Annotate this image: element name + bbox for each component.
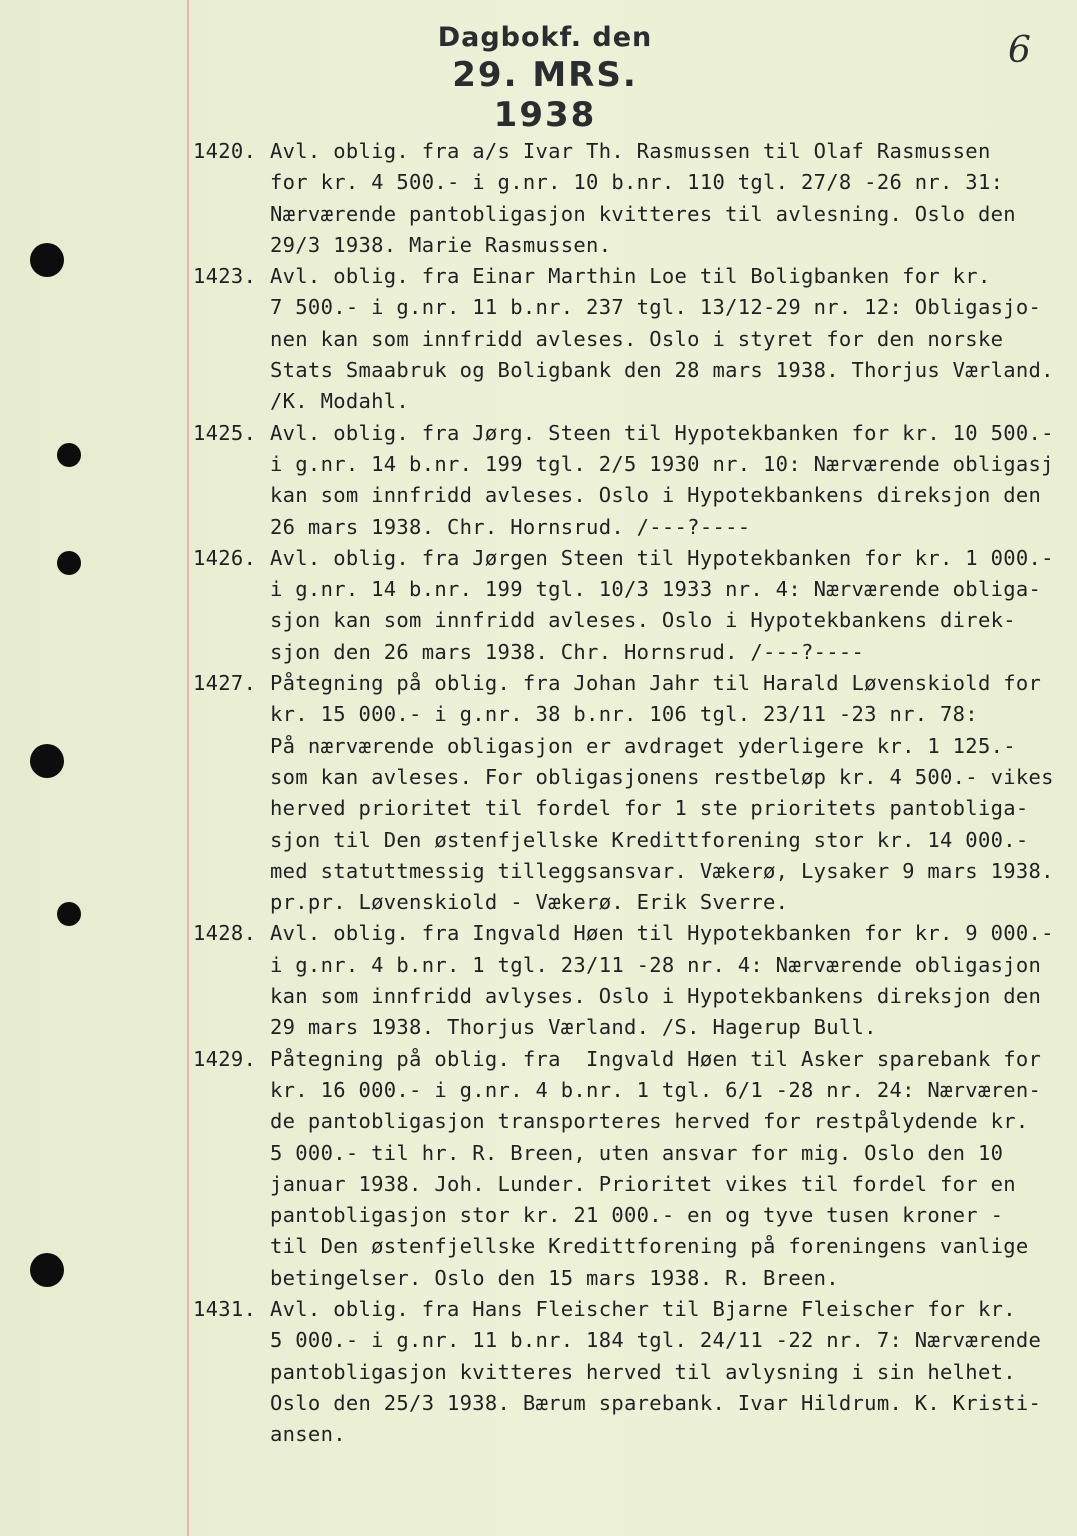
entry-text: sjon til Den østenfjellske Kredittforening stor kr. 14 000.- [270,827,1029,852]
entry-line [0,1012,1077,1043]
entry-text: 5 000.- i g.nr. 11 b.nr. 184 tgl. 24/11 -22 nr. 7: Nærværende [270,1328,1042,1353]
entry-text: Stats Smaabruk og Boligbank den 28 mars 1938. Thorjus Værland. [270,358,1054,383]
entry-line [0,1263,1077,1294]
entry-text: Avl. oblig. fra Einar Marthin Loe til Boligbanken for kr. [270,264,991,289]
entry-text: kr. 15 000.- i g.nr. 38 b.nr. 106 tgl. 23/11 -23 nr. 78: [270,702,978,727]
entry-number: 1420. [193,139,257,163]
entry-line [0,136,1077,167]
entry-text: betingelser. Oslo den 15 mars 1938. R. Breen. [270,1265,839,1290]
ledger-entry [0,418,1077,543]
entry-text: Oslo den 25/3 1938. Bærum sparebank. Ivar Hildrum. K. Kristi- [270,1390,1042,1415]
entry-text: pantobligasjon stor kr. 21 000.- en og tyve tusen kroner - [270,1203,1004,1228]
ledger-entry [0,136,1077,261]
entry-line [0,355,1077,386]
entry-line [0,762,1077,793]
entry-line [0,668,1077,699]
entry-line [0,1169,1077,1200]
header-date: 29. MRS. 1938 [452,55,638,135]
entry-number: 1431. [193,1296,257,1321]
entry-text: Nærværende pantobligasjon kvitteres til avlesning. Oslo den [270,201,1016,226]
entry-line [0,605,1077,636]
entry-text: 7 500.- i g.nr. 11 b.nr. 237 tgl. 13/12-29 nr. 12: Obligasjo- [270,295,1042,320]
entry-text: kr. 16 000.- i g.nr. 4 b.nr. 1 tgl. 6/1 -28 nr. 24: Nærværen- [270,1077,1042,1102]
entry-text: Avl. oblig. fra Jørg. Steen til Hypotekbanken for kr. 10 500.- [270,420,1054,445]
entry-line [0,230,1077,261]
entry-text: for kr. 4 500.- i g.nr. 10 b.nr. 110 tgl. 27/8 -26 nr. 31: [270,170,1004,195]
entry-text: Avl. oblig. fra Hans Fleischer til Bjarne Fleischer for kr. [270,1296,1016,1321]
entry-line [0,1075,1077,1106]
entry-text: Avl. oblig. fra Jørgen Steen til Hypotekbanken for kr. 1 000.- [270,545,1054,570]
entry-text: sjon kan som innfridd avleses. Oslo i Hypotekbankens direk- [270,608,1016,633]
entry-text: Avl. oblig. fra a/s Ivar Th. Rasmussen til Olaf Rasmussen [270,139,991,163]
entry-text: 29/3 1938. Marie Rasmussen. [270,232,612,257]
entry-line [0,1357,1077,1388]
entry-number: 1428. [193,921,257,946]
entry-text: 26 mars 1938. Chr. Hornsrud. /---?---- [270,514,751,539]
entry-text: ansen. [270,1422,346,1447]
ledger-entry [0,1044,1077,1294]
entry-text: kan som innfridd avlyses. Oslo i Hypotekbankens direksjon den [270,984,1042,1009]
entry-text: i g.nr. 14 b.nr. 199 tgl. 2/5 1930 nr. 10: Nærværende obligasj [270,451,1054,476]
ledger-entry [0,543,1077,668]
page-number: 6 [1008,30,1031,71]
entry-line [0,292,1077,323]
entry-line [0,324,1077,355]
entry-number: 1426. [193,545,257,570]
entry-line [0,199,1077,230]
ledger-entry [0,668,1077,918]
entry-line [0,386,1077,417]
entry-line [0,1138,1077,1169]
entry-line [0,1419,1077,1450]
entry-line [0,167,1077,198]
entry-line [0,480,1077,511]
entry-text: Avl. oblig. fra Ingvald Høen til Hypotekbanken for kr. 9 000.- [270,921,1054,946]
entry-line [0,637,1077,668]
entry-line [0,731,1077,762]
entry-text: nen kan som innfridd avleses. Oslo i styret for den norske [270,326,1004,351]
entry-text: Påtegning på oblig. fra Ingvald Høen til Asker sparebank for [270,1046,1042,1071]
entry-line [0,512,1077,543]
entry-text: med statuttmessig tilleggsansvar. Vækerø, Lysaker 9 mars 1938. [270,858,1054,883]
entry-line [0,543,1077,574]
entry-line [0,887,1077,918]
entry-line [0,449,1077,480]
entry-line [0,261,1077,292]
entry-line [0,699,1077,730]
entry-text: /K. Modahl. [270,389,410,414]
entry-text: i g.nr. 14 b.nr. 199 tgl. 10/3 1933 nr. 4: Nærværende obliga- [270,577,1042,602]
entry-number: 1425. [193,420,257,445]
entry-text: sjon den 26 mars 1938. Chr. Hornsrud. /---?---- [270,639,865,664]
entry-text: til Den østenfjellske Kredittforening på foreningens vanlige [270,1234,1029,1259]
entry-line [0,856,1077,887]
entry-line [0,981,1077,1012]
entry-text: januar 1938. Joh. Lunder. Prioritet vikes til fordel for en [270,1171,1016,1196]
entry-text: pantobligasjon kvitteres herved til avlysning i sin helhet. [270,1359,1016,1384]
entry-text: i g.nr. 4 b.nr. 1 tgl. 23/11 -28 nr. 4: Nærværende obligasjon [270,952,1042,977]
entry-text: herved prioritet til fordel for 1 ste prioritets pantobliga- [270,796,1029,821]
ledger-entry [0,1294,1077,1450]
entry-line [0,950,1077,981]
entries-list [0,136,1077,1450]
entry-line [0,1106,1077,1137]
entry-text: På nærværende obligasjon er avdraget yderligere kr. 1 125.- [270,733,1016,758]
entry-text: som kan avleses. For obligasjonens restbeløp kr. 4 500.- vikes [270,764,1054,789]
entry-line [0,918,1077,949]
entry-line [0,1200,1077,1231]
entry-line [0,1294,1077,1325]
entry-line [0,1325,1077,1356]
entry-line [0,1388,1077,1419]
entry-text: de pantobligasjon transporteres herved for restpålydende kr. [270,1109,1029,1134]
entry-line [0,1044,1077,1075]
ledger-entry [0,918,1077,1043]
entry-number: 1429. [193,1046,257,1071]
page-header [405,22,685,135]
ledger-entry [0,261,1077,417]
entry-line [0,418,1077,449]
entry-text: kan som innfridd avleses. Oslo i Hypotekbankens direksjon den [270,483,1042,508]
entry-number: 1423. [193,264,257,289]
entry-text: Påtegning på oblig. fra Johan Jahr til Harald Løvenskiold for [270,671,1042,696]
entry-line [0,793,1077,824]
entry-number: 1427. [193,671,257,696]
entry-line [0,1231,1077,1262]
entry-text: 29 mars 1938. Thorjus Værland. /S. Hagerup Bull. [270,1015,877,1040]
header-title: Dagbokf. den [437,22,653,53]
entry-text: pr.pr. Løvenskiold - Vækerø. Erik Sverre. [270,890,789,915]
entry-line [0,574,1077,605]
entry-text: 5 000.- til hr. R. Breen, uten ansvar for mig. Oslo den 10 [270,1140,1004,1165]
entry-line [0,825,1077,856]
